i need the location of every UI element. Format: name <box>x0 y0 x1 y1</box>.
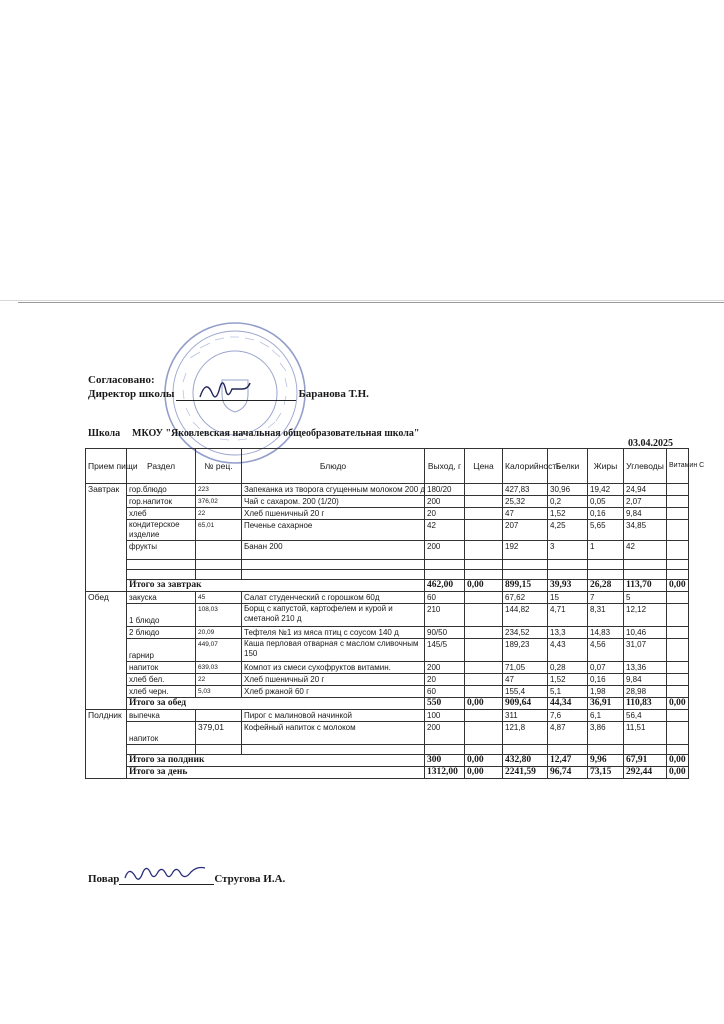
cell-price <box>465 674 503 686</box>
cell-recipe: 379,01 <box>196 722 242 745</box>
cell-fat: 4,56 <box>588 639 624 662</box>
cell-protein: 15 <box>548 592 588 604</box>
cell-fat: 0,16 <box>588 674 624 686</box>
cell-output: 200 <box>425 662 465 674</box>
cell-carbs: 28,98 <box>624 686 667 698</box>
cell-fat: 0,05 <box>588 496 624 508</box>
total-calories: 432,80 <box>503 755 548 767</box>
cell-section: гор.блюдо <box>127 484 196 496</box>
cell-calories: 207 <box>503 520 548 541</box>
approval-agreed: Согласовано: <box>88 374 155 386</box>
cell-output: 60 <box>425 592 465 604</box>
header-dish: Блюдо <box>242 449 425 484</box>
total-protein: 39,93 <box>548 580 588 592</box>
table-row <box>86 722 689 745</box>
cell-protein: 4,71 <box>548 604 588 627</box>
cell-output: 200 <box>425 496 465 508</box>
cell-vitc <box>667 592 689 604</box>
header-meal: Прием пищи <box>86 449 127 484</box>
paper-edge <box>18 302 724 303</box>
paper-shadow-edge <box>0 300 724 301</box>
cell-output: 210 <box>425 604 465 627</box>
table-row <box>86 604 689 627</box>
cell-output: 180/20 <box>425 484 465 496</box>
cell-protein: 3 <box>548 541 588 560</box>
meal-snack: Полдник <box>86 710 127 779</box>
cell-section: кондитерское изделие <box>127 520 196 541</box>
cell-recipe <box>196 541 242 560</box>
cook-label: Повар <box>88 873 120 885</box>
cell-dish: Хлеб пшеничный 20 г <box>242 674 425 686</box>
cell-recipe <box>196 710 242 722</box>
cell-calories: 311 <box>503 710 548 722</box>
cell-output: 145/5 <box>425 639 465 662</box>
cell-output: 90/50 <box>425 627 465 639</box>
total-carbs: 113,70 <box>624 580 667 592</box>
cell-price <box>465 541 503 560</box>
cell-dish: Хлеб пшеничный 20 г <box>242 508 425 520</box>
cell-output: 20 <box>425 508 465 520</box>
cell-carbs: 9,84 <box>624 674 667 686</box>
cell-vitc <box>667 541 689 560</box>
cell-price <box>465 686 503 698</box>
cell-protein: 4,87 <box>548 722 588 745</box>
table-row <box>86 639 689 662</box>
total-carbs: 110,83 <box>624 698 667 710</box>
cell-dish: Запеканка из творога сгущенным молоком 200 д <box>242 484 425 496</box>
cell-fat: 8,31 <box>588 604 624 627</box>
cell-dish: Борщ с капустой, картофелем и курой и сметаной 210 д <box>242 604 425 627</box>
cell-protein: 13,3 <box>548 627 588 639</box>
cell-dish: Хлеб ржаной 60 г <box>242 686 425 698</box>
cell-calories: 144,82 <box>503 604 548 627</box>
cell-output: 200 <box>425 722 465 745</box>
total-row-day <box>86 767 689 779</box>
table-row <box>86 541 689 560</box>
cell-section: хлеб черн. <box>127 686 196 698</box>
cell-calories: 25,32 <box>503 496 548 508</box>
cell-vitc <box>667 496 689 508</box>
total-row-snack <box>86 755 689 767</box>
cell-dish: Пирог с малиновой начинкой <box>242 710 425 722</box>
table-row <box>86 710 689 722</box>
cell-section: хлеб бел. <box>127 674 196 686</box>
total-carbs: 292,44 <box>624 767 667 779</box>
total-label: Итого за обед <box>127 698 425 710</box>
table-row-empty <box>86 560 689 570</box>
cell-fat: 5,65 <box>588 520 624 541</box>
cell-section: фрукты <box>127 541 196 560</box>
total-label: Итого за полдник <box>127 755 425 767</box>
cell-vitc <box>667 604 689 627</box>
table-row <box>86 508 689 520</box>
total-vitc: 0,00 <box>667 767 689 779</box>
cell-carbs: 34,85 <box>624 520 667 541</box>
cell-output: 100 <box>425 710 465 722</box>
cell-carbs: 9,84 <box>624 508 667 520</box>
cell-calories: 47 <box>503 508 548 520</box>
table-row <box>86 627 689 639</box>
total-row-lunch <box>86 698 689 710</box>
menu-table <box>85 448 705 779</box>
cook-signature-line <box>119 866 214 885</box>
cell-vitc <box>667 520 689 541</box>
total-output: 462,00 <box>425 580 465 592</box>
total-calories: 2241,59 <box>503 767 548 779</box>
school-label: Школа <box>88 428 121 439</box>
total-label: Итого за день <box>127 767 425 779</box>
cell-vitc <box>667 508 689 520</box>
school-name: МКОУ "Яковлевская начальная общеобразовательная школа" <box>132 428 420 439</box>
cell-carbs: 42 <box>624 541 667 560</box>
cell-carbs: 11,51 <box>624 722 667 745</box>
cell-protein: 4,43 <box>548 639 588 662</box>
cell-dish: Чай с сахаром. 200 (1/20) <box>242 496 425 508</box>
cell-output: 42 <box>425 520 465 541</box>
cell-recipe: 45 <box>196 592 242 604</box>
cell-carbs: 12,12 <box>624 604 667 627</box>
total-vitc: 0,00 <box>667 755 689 767</box>
cell-price <box>465 604 503 627</box>
cell-protein: 1,52 <box>548 508 588 520</box>
cell-protein: 0,28 <box>548 662 588 674</box>
cell-fat: 6,1 <box>588 710 624 722</box>
total-price: 0,00 <box>465 698 503 710</box>
cell-vitc <box>667 639 689 662</box>
cell-section: гарнир <box>127 639 196 662</box>
cell-protein: 7,6 <box>548 710 588 722</box>
cell-output: 60 <box>425 686 465 698</box>
cell-dish: Компот из смеси сухофруктов витамин. <box>242 662 425 674</box>
table-row <box>86 496 689 508</box>
table-row <box>86 686 689 698</box>
total-vitc: 0,00 <box>667 698 689 710</box>
cell-protein: 0,2 <box>548 496 588 508</box>
total-protein: 12,47 <box>548 755 588 767</box>
total-output: 1312,00 <box>425 767 465 779</box>
cook-name: Стругова И.А. <box>214 873 286 885</box>
cell-dish: Тефтеля №1 из мяса птиц с соусом 140 д <box>242 627 425 639</box>
cell-recipe: 449,07 <box>196 639 242 662</box>
cell-fat: 7 <box>588 592 624 604</box>
cell-recipe: 108,03 <box>196 604 242 627</box>
cell-fat: 19,42 <box>588 484 624 496</box>
menu-date: 03.04.2025 <box>628 438 673 449</box>
cell-vitc <box>667 484 689 496</box>
cell-recipe: 5,03 <box>196 686 242 698</box>
meal-breakfast: Завтрак <box>86 484 127 592</box>
cell-carbs: 2,07 <box>624 496 667 508</box>
cell-section: напиток <box>127 662 196 674</box>
cell-price <box>465 627 503 639</box>
cell-calories: 155,4 <box>503 686 548 698</box>
cell-section: хлеб <box>127 508 196 520</box>
cell-calories: 121,8 <box>503 722 548 745</box>
cell-recipe: 223 <box>196 484 242 496</box>
total-fat: 36,91 <box>588 698 624 710</box>
header-carbs: Углеводы <box>624 449 667 484</box>
header-vitc: Витамин С <box>667 449 689 484</box>
total-row-breakfast <box>86 580 689 592</box>
cell-output: 20 <box>425 674 465 686</box>
cell-vitc <box>667 627 689 639</box>
total-fat: 73,15 <box>588 767 624 779</box>
cell-recipe: 22 <box>196 508 242 520</box>
cell-section: напиток <box>127 722 196 745</box>
cell-calories: 192 <box>503 541 548 560</box>
cell-fat: 0,07 <box>588 662 624 674</box>
cell-fat: 3,86 <box>588 722 624 745</box>
cell-calories: 47 <box>503 674 548 686</box>
cell-recipe: 22 <box>196 674 242 686</box>
cell-vitc <box>667 710 689 722</box>
cell-section: выпечка <box>127 710 196 722</box>
header-calories: Калорийность <box>503 449 548 484</box>
director-name: Баранова Т.Н. <box>298 388 369 400</box>
cell-fat: 0,16 <box>588 508 624 520</box>
cook-signature <box>121 864 211 886</box>
cell-recipe: 65,01 <box>196 520 242 541</box>
header-price: Цена <box>465 449 503 484</box>
cell-price <box>465 722 503 745</box>
cell-carbs: 31,07 <box>624 639 667 662</box>
table-row-empty <box>86 745 689 755</box>
cell-protein: 4,25 <box>548 520 588 541</box>
cell-carbs: 56,4 <box>624 710 667 722</box>
total-calories: 899,15 <box>503 580 548 592</box>
total-output: 550 <box>425 698 465 710</box>
cell-carbs: 10,46 <box>624 627 667 639</box>
cook-signature-block <box>88 866 285 885</box>
cell-vitc <box>667 722 689 745</box>
cell-dish: Банан 200 <box>242 541 425 560</box>
cell-price <box>465 639 503 662</box>
total-price: 0,00 <box>465 580 503 592</box>
cell-recipe: 376,02 <box>196 496 242 508</box>
cell-calories: 234,52 <box>503 627 548 639</box>
total-label: Итого за завтрак <box>127 580 425 592</box>
cell-output: 200 <box>425 541 465 560</box>
total-price: 0,00 <box>465 755 503 767</box>
cell-protein: 5,1 <box>548 686 588 698</box>
total-fat: 26,28 <box>588 580 624 592</box>
director-signature <box>195 375 255 407</box>
table-row <box>86 674 689 686</box>
cell-section: закуска <box>127 592 196 604</box>
total-calories: 909,64 <box>503 698 548 710</box>
header-protein: Белки <box>548 449 588 484</box>
total-carbs: 67,91 <box>624 755 667 767</box>
total-price: 0,00 <box>465 767 503 779</box>
total-output: 300 <box>425 755 465 767</box>
cell-price <box>465 520 503 541</box>
meal-lunch: Обед <box>86 592 127 710</box>
cell-carbs: 24,94 <box>624 484 667 496</box>
cell-dish: Печенье сахарное <box>242 520 425 541</box>
header-output: Выход, г <box>425 449 465 484</box>
total-vitc: 0,00 <box>667 580 689 592</box>
header-recipe: № рец. <box>196 449 242 484</box>
total-fat: 9,96 <box>588 755 624 767</box>
header-row <box>86 449 689 484</box>
cell-calories: 189,23 <box>503 639 548 662</box>
table-row <box>86 520 689 541</box>
cell-carbs: 13,36 <box>624 662 667 674</box>
cell-recipe: 20,09 <box>196 627 242 639</box>
total-protein: 96,74 <box>548 767 588 779</box>
cell-price <box>465 710 503 722</box>
cell-price <box>465 508 503 520</box>
cell-calories: 71,05 <box>503 662 548 674</box>
cell-fat: 1 <box>588 541 624 560</box>
cell-vitc <box>667 686 689 698</box>
table-row-empty <box>86 570 689 580</box>
cell-fat: 1,98 <box>588 686 624 698</box>
cell-vitc <box>667 674 689 686</box>
cell-calories: 67,62 <box>503 592 548 604</box>
cell-carbs: 5 <box>624 592 667 604</box>
cell-protein: 1,52 <box>548 674 588 686</box>
cell-dish: Каша перловая отварная с маслом сливочным 150 <box>242 639 425 662</box>
cell-price <box>465 496 503 508</box>
total-protein: 44,34 <box>548 698 588 710</box>
cell-dish: Салат студенческий с горошком 60д <box>242 592 425 604</box>
table-row <box>86 484 689 496</box>
header-section: Раздел <box>127 449 196 484</box>
cell-price <box>465 592 503 604</box>
cell-section: гор.напиток <box>127 496 196 508</box>
cell-calories: 427,83 <box>503 484 548 496</box>
cell-recipe: 639,03 <box>196 662 242 674</box>
table-row <box>86 662 689 674</box>
cell-price <box>465 484 503 496</box>
table-row <box>86 592 689 604</box>
director-label: Директор школы <box>88 388 175 400</box>
cell-vitc <box>667 662 689 674</box>
header-fat: Жиры <box>588 449 624 484</box>
cell-price <box>465 662 503 674</box>
cell-section: 2 блюдо <box>127 627 196 639</box>
cell-section: 1 блюдо <box>127 604 196 627</box>
cell-fat: 14,83 <box>588 627 624 639</box>
cell-dish: Кофейный напиток с молоком <box>242 722 425 745</box>
cell-protein: 30,96 <box>548 484 588 496</box>
